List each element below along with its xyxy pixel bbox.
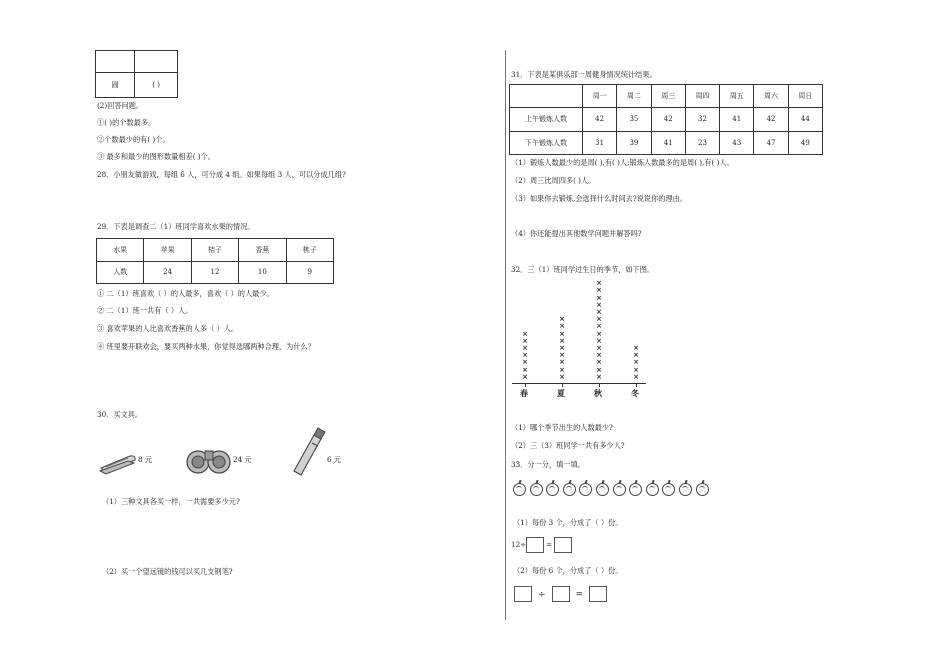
shape-table-cell: 圆 — [96, 73, 135, 98]
fitness-cell: 39 — [617, 131, 651, 154]
apple-icon — [629, 483, 642, 496]
column-divider — [505, 50, 506, 620]
pictograph-mark: × — [559, 329, 565, 338]
pictograph-mark: × — [596, 293, 602, 302]
q29-line: ① 二（1）班喜欢（ ）的人最多，喜欢（ ）的人最少。 — [97, 289, 274, 298]
pictograph-mark: × — [522, 329, 528, 338]
fitness-cell: 下午锻炼人数 — [510, 131, 583, 154]
fruit-header: 香蕉 — [239, 239, 286, 262]
fitness-cell: 47 — [754, 131, 788, 154]
apple-icon — [530, 483, 543, 496]
pictograph-label: 冬 — [631, 388, 639, 398]
pictograph-mark: × — [596, 315, 602, 324]
pictograph-mark: × — [559, 351, 565, 360]
pictograph-label: 夏 — [557, 388, 565, 398]
fruit-header: 桃子 — [286, 239, 333, 262]
shape-table — [95, 50, 178, 98]
pictograph-tick — [636, 383, 637, 387]
q33-equation-1 — [511, 537, 572, 553]
q30-sub2: （2）买一个望远镜的钱可以买几支钢笔? — [102, 567, 233, 576]
answer-box[interactable] — [552, 586, 570, 602]
fitness-cell: 44 — [788, 108, 822, 131]
fitness-cell: 23 — [685, 131, 719, 154]
q27-sub2-heading: (2)回答问题。 — [97, 101, 144, 110]
pictograph-mark: × — [596, 300, 602, 309]
pictograph-mark: × — [633, 351, 639, 360]
pen-price: 6 元 — [327, 455, 342, 464]
pictograph-label: 春 — [520, 388, 528, 398]
q32-line: （2）三（3）班同学一共有多少人? — [511, 441, 625, 450]
fitness-cell: 49 — [788, 131, 822, 154]
q31-line: （4）你还能提出其他数学问题并解答吗? — [511, 229, 642, 238]
pictograph-column — [558, 316, 566, 381]
fruit-cell: 10 — [239, 261, 286, 284]
pictograph-column — [521, 331, 529, 381]
apple-icon — [646, 483, 659, 496]
fitness-header: 周一 — [583, 85, 617, 108]
shape-table-cell: ( ) — [135, 73, 178, 98]
pictograph-mark: × — [522, 358, 528, 367]
fitness-cell: 上午锻炼人数 — [510, 108, 583, 131]
fitness-header: 周三 — [651, 85, 685, 108]
pictograph-column — [632, 345, 640, 381]
pictograph-mark: × — [559, 344, 565, 352]
q28-text: 28．小朋友做游戏，每组 6 人，可分成 4 组。如果每组 3 人，可以分成几组? — [97, 170, 346, 179]
pictograph-tick — [599, 383, 600, 387]
pictograph-mark: × — [633, 372, 639, 381]
binoculars-price: 24 元 — [233, 455, 252, 464]
binoculars-icon — [186, 443, 232, 477]
pictograph-mark: × — [596, 372, 602, 381]
fruit-header: 苹果 — [144, 239, 191, 262]
apple-icon — [613, 483, 626, 496]
pictograph-mark: × — [559, 315, 565, 324]
pictograph-mark: × — [596, 336, 602, 345]
pictograph-mark: × — [596, 351, 602, 360]
fitness-header: 周二 — [617, 85, 651, 108]
q31-line: （1）锻炼人数最少的是周( ),有( )人;锻炼人数最多的是周( ),有( )人。 — [511, 158, 734, 167]
q29-line: ② 二（1）班一共有（ ）人。 — [97, 306, 193, 315]
apple-icon — [696, 483, 709, 496]
pictograph-mark: × — [559, 322, 565, 331]
pictograph-mark: × — [522, 365, 528, 374]
q33-sub1: （1）每份 3 个，分成了（ ）份。 — [513, 518, 623, 527]
fruit-table — [96, 238, 334, 284]
pictograph-mark: × — [522, 336, 528, 345]
pictograph-tick — [562, 383, 563, 387]
pictograph-mark: × — [596, 322, 602, 331]
fitness-cell: 41 — [651, 131, 685, 154]
fruit-header: 桔子 — [191, 239, 238, 262]
q27-line: ②个数最少的有( )个。 — [97, 135, 170, 144]
pictograph-mark: × — [559, 372, 565, 381]
fitness-cell: 42 — [583, 108, 617, 131]
q33-sub2: （2）每份 6 个，分成了（ ）份。 — [513, 566, 623, 575]
answer-box[interactable] — [514, 586, 532, 602]
pictograph-mark: × — [596, 286, 602, 295]
fitness-header: 周五 — [720, 85, 754, 108]
pictograph-mark: × — [633, 365, 639, 374]
pictograph-mark: × — [633, 358, 639, 367]
pictograph-mark: × — [596, 279, 602, 288]
fitness-cell: 31 — [583, 131, 617, 154]
fitness-cell: 43 — [720, 131, 754, 154]
apple-row — [513, 483, 712, 498]
apple-icon — [679, 483, 692, 496]
fruit-cell: 24 — [144, 261, 191, 284]
pictograph-mark: × — [522, 351, 528, 360]
fitness-header — [510, 85, 583, 108]
fruit-cell: 9 — [286, 261, 333, 284]
stapler-price: 8 元 — [138, 455, 153, 464]
eq1-prefix: 12÷ — [511, 540, 527, 549]
fitness-cell: 42 — [651, 108, 685, 131]
pictograph-mark: × — [522, 372, 528, 381]
answer-box[interactable] — [589, 586, 607, 602]
pictograph-mark: × — [596, 308, 602, 316]
stapler-icon — [98, 448, 138, 476]
pictograph-mark: × — [559, 358, 565, 367]
q29-title: 29．下表是调查二（1）班同学喜欢水果的情况。 — [97, 222, 255, 231]
fitness-cell: 32 — [685, 108, 719, 131]
fruit-cell: 12 — [191, 261, 238, 284]
answer-box[interactable] — [526, 537, 544, 553]
apple-icon — [563, 483, 576, 496]
pictograph-mark: × — [596, 329, 602, 338]
q30-sub1: （1）三种文具各买一样，一共需要多少元? — [102, 497, 240, 506]
q29-line: ③ 喜欢苹果的人比喜欢香蕉的人多（ ）人。 — [97, 324, 239, 333]
pictograph-mark: × — [596, 365, 602, 374]
fitness-cell: 41 — [720, 108, 754, 131]
q33-equation-2 — [514, 586, 607, 602]
fitness-cell: 42 — [754, 108, 788, 131]
fitness-header: 周四 — [685, 85, 719, 108]
fitness-header: 周日 — [788, 85, 822, 108]
eq1-equals: = — [546, 540, 553, 549]
apple-icon — [662, 483, 675, 496]
apple-icon — [596, 483, 609, 496]
answer-box[interactable] — [554, 537, 572, 553]
pictograph-tick — [525, 383, 526, 387]
fitness-table — [509, 84, 823, 155]
apple-icon — [546, 483, 559, 496]
pen-icon — [288, 425, 328, 477]
fruit-header: 水果 — [97, 239, 144, 262]
fitness-cell: 35 — [617, 108, 651, 131]
pictograph-mark: × — [596, 344, 602, 353]
shape-table-cell — [135, 51, 178, 73]
fitness-header: 周六 — [754, 85, 788, 108]
apple-icon — [579, 483, 592, 496]
q31-title: 31．下表是某俱乐部一周健身情况统计结果。 — [511, 70, 657, 79]
q31-line: （2）周三比周四多( )人。 — [511, 176, 596, 185]
eq2-div: ÷ — [538, 589, 546, 600]
pictograph-mark: × — [559, 336, 565, 345]
pictograph-mark: × — [633, 344, 639, 352]
pictograph-label: 秋 — [594, 388, 602, 398]
fruit-cell: 人数 — [97, 261, 144, 284]
season-pictograph — [510, 275, 650, 405]
eq2-eq: = — [575, 589, 584, 600]
pictograph-mark: × — [522, 344, 528, 352]
q32-title: 32．三（1）班同学过生日的季节，如下图。 — [511, 265, 655, 274]
pictograph-baseline — [512, 383, 646, 384]
apple-icon — [513, 483, 526, 496]
pictograph-column — [595, 280, 603, 381]
q31-line: （3）如果你去锻炼,会选择什么时间去?说说你的理由。 — [511, 194, 688, 203]
pictograph-mark: × — [596, 358, 602, 367]
q29-line: ④ 班里要开联欢会，要买两种水果，你觉得选哪两种合理，为什么？ — [97, 342, 315, 351]
shape-table-cell — [96, 51, 135, 73]
q27-line: ①( )的个数最多。 — [97, 118, 156, 127]
q30-title: 30．买文具。 — [97, 410, 143, 419]
q27-line: ③ 最多和最少的图形数量相差( )个。 — [97, 152, 215, 161]
pictograph-mark: × — [559, 365, 565, 374]
q32-line: （1）哪个季节出生的人数最少? — [511, 423, 613, 432]
q33-title: 33．分一分，填一填。 — [511, 460, 585, 469]
